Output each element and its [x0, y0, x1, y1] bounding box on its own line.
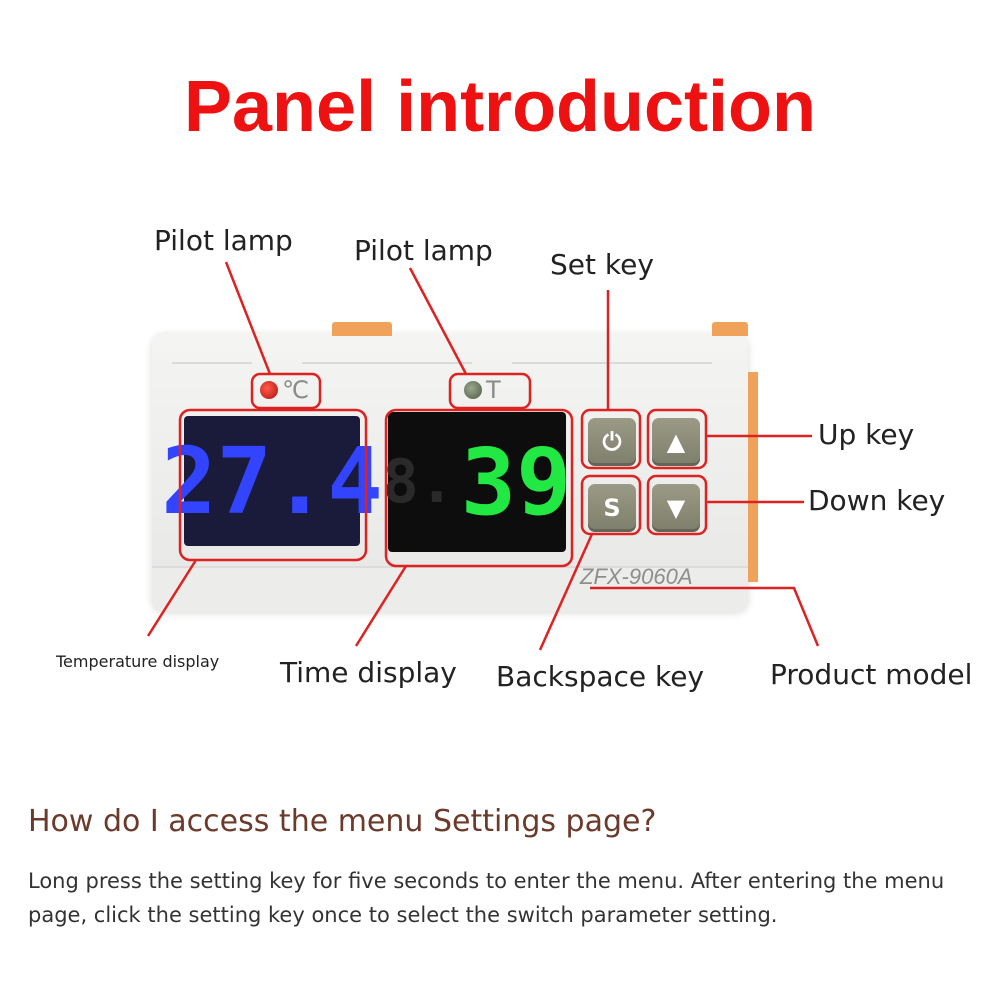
label-up-key: Up key — [818, 418, 915, 451]
mount-tab-left — [332, 322, 392, 336]
green-lamp-icon — [464, 381, 482, 399]
time-dim-digit: 8. — [382, 447, 455, 517]
label-set-key: Set key — [550, 248, 654, 281]
arrow-down-icon: ▼ — [666, 494, 686, 522]
time-symbol: T — [486, 376, 501, 404]
ridge — [302, 362, 472, 364]
celsius-symbol: ℃ — [282, 376, 309, 404]
set-key-button[interactable] — [588, 418, 636, 466]
mount-tab-right — [712, 322, 748, 336]
thermostat-device — [152, 332, 748, 610]
page-title: Panel introduction — [183, 67, 816, 147]
time-value: 39 — [460, 428, 572, 536]
down-key-button[interactable] — [652, 484, 700, 532]
faq-answer: Long press the setting key for five seconds to enter the menu. After entering the menu page, click the setting key once to select the switch parameter setting. — [28, 869, 945, 927]
label-pilot-lamp-left: Pilot lamp — [154, 224, 293, 257]
red-lamp-icon — [260, 381, 278, 399]
product-model-text: ZFX-9060A — [580, 564, 693, 589]
time-screen — [382, 412, 572, 552]
time-indicator — [464, 376, 501, 404]
s-key-icon: S — [603, 494, 621, 522]
label-product-model: Product model — [770, 658, 973, 691]
temperature-screen — [161, 416, 383, 546]
label-time-display: Time display — [280, 656, 457, 689]
label-backspace-key: Backspace key — [496, 660, 705, 693]
label-pilot-lamp-right: Pilot lamp — [354, 234, 493, 267]
temperature-value: 27.4 — [161, 427, 383, 535]
backspace-key-button[interactable] — [588, 484, 636, 532]
ridge — [172, 362, 252, 364]
power-icon: ⏻ — [602, 428, 622, 456]
temp-indicator — [260, 376, 309, 404]
faq-question: How do I access the menu Settings page? — [28, 804, 657, 839]
label-down-key: Down key — [808, 484, 946, 517]
ridge — [512, 362, 712, 364]
arrow-up-icon: ▲ — [666, 428, 686, 456]
side-clip — [748, 372, 758, 582]
label-temperature-display: Temperature display — [56, 652, 220, 671]
up-key-button[interactable] — [652, 418, 700, 466]
